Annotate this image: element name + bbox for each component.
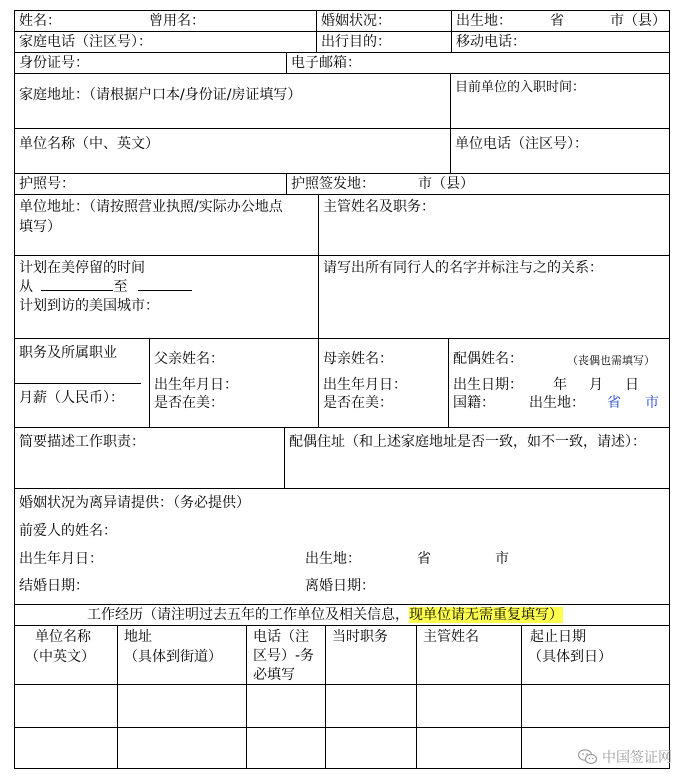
work-col-phone-sub: 区号）-务 <box>253 648 315 664</box>
birthplace-label: 出生地： <box>456 13 512 29</box>
to-label: 至 <box>113 279 128 295</box>
mother-in-us-label: 是否在美： <box>323 395 393 411</box>
salary-label: 月薪（人民币）： <box>19 390 124 406</box>
year-label: 年 <box>553 377 567 393</box>
work-row-1-col-4[interactable] <box>325 684 417 728</box>
day-label: 日 <box>625 377 639 393</box>
email-label: 电子邮箱： <box>291 55 361 71</box>
passport-number-cell[interactable] <box>14 173 287 195</box>
wechat-icon <box>578 749 598 765</box>
supervisor-cell[interactable] <box>318 194 670 256</box>
id-number-cell[interactable] <box>14 52 287 74</box>
spouse-birthplace-label: 出生地： <box>529 395 585 411</box>
home-address-cell[interactable] <box>14 73 451 129</box>
work-col-title <box>325 625 417 685</box>
former-name-label: 曾用名： <box>149 13 205 29</box>
name-cell[interactable] <box>14 10 317 32</box>
name-label: 姓名： <box>19 13 61 29</box>
nationality-label: 国籍： <box>453 395 495 411</box>
travel-purpose-cell[interactable] <box>316 31 452 53</box>
watermark-text: 中国签证网 <box>602 750 672 766</box>
work-col-phone-label: 电话（注 <box>253 629 309 645</box>
city-county-label: 市（县） <box>610 13 666 29</box>
company-address-label-cont: 填写） <box>19 219 61 235</box>
spouse-name-label: 配偶姓名： <box>453 351 523 367</box>
company-address-cell[interactable] <box>14 194 319 256</box>
supervisor-label: 主管姓名及职务： <box>323 199 435 215</box>
divorce-info-cell[interactable] <box>14 488 670 605</box>
work-col-phone-sub2: 必填写 <box>253 667 295 683</box>
position-label: 职务及所属职业 <box>19 345 117 361</box>
visa-info-form <box>14 10 670 769</box>
home-address-label: 家庭地址：（请根据户口本/身份证/房证填写） <box>19 87 302 103</box>
work-col-company-sub: （中英文） <box>25 649 95 665</box>
from-label: 从 <box>19 279 33 295</box>
father-birth-label: 出生年月日： <box>154 377 238 393</box>
duties-cell[interactable] <box>14 427 285 489</box>
work-col-supervisor <box>416 625 522 685</box>
duties-label: 简要描述工作职责： <box>19 434 145 450</box>
join-time-label: 目前单位的入职时间： <box>455 80 586 95</box>
work-col-address-sub: （具体到街道） <box>124 649 222 665</box>
work-row-1-col-5[interactable] <box>416 684 522 728</box>
work-row-1-col-3[interactable] <box>246 684 326 728</box>
passport-number-label: 护照号： <box>19 176 75 192</box>
ex-spouse-city-label: 市 <box>495 551 509 567</box>
province-label: 省 <box>550 13 564 29</box>
from-date-blank[interactable] <box>41 278 113 291</box>
work-col-address <box>117 625 247 685</box>
work-row-2-col-3[interactable] <box>246 727 326 769</box>
company-address-label: 单位地址：（请按照营业执照/实际办公地点 <box>19 199 283 215</box>
companions-cell[interactable] <box>318 255 670 339</box>
spouse-address-cell[interactable] <box>284 427 670 489</box>
father-in-us-label: 是否在美： <box>154 395 224 411</box>
spouse-city-label: 市 <box>645 395 659 411</box>
month-label: 月 <box>589 377 603 393</box>
mother-birth-label: 出生年月日： <box>323 377 407 393</box>
spouse-note: （丧偶也需填写） <box>567 354 655 367</box>
work-col-supervisor-label: 主管姓名 <box>423 629 479 645</box>
work-col-dates-label: 起止日期 <box>530 629 586 645</box>
work-row-2-col-1[interactable] <box>14 727 118 769</box>
stay-from-row <box>19 278 192 296</box>
join-time-cell[interactable] <box>450 73 670 129</box>
work-row-2-col-5[interactable] <box>416 727 522 769</box>
spouse-cell[interactable] <box>448 338 670 428</box>
company-name-label: 单位名称（中、英文） <box>19 136 159 152</box>
spouse-address-label: 配偶住址（和上述家庭地址是否一致，如不一致，请述）： <box>289 434 646 450</box>
passport-issue-label: 护照签发地： <box>291 176 375 192</box>
mother-cell[interactable] <box>318 338 449 428</box>
stay-time-label: 计划在美停留的时间 <box>19 260 145 276</box>
home-phone-label: 家庭电话（注区号）： <box>19 34 152 50</box>
work-row-1-col-6[interactable] <box>521 684 670 728</box>
divorce-date-label: 离婚日期： <box>305 578 375 594</box>
company-name-cell[interactable] <box>14 128 451 174</box>
marital-status-label: 婚姻状况： <box>321 13 391 29</box>
passport-issue-cell[interactable] <box>286 173 670 195</box>
father-cell[interactable] <box>149 338 319 428</box>
birthplace-cell[interactable] <box>451 10 670 32</box>
passport-city-county-label: 市（县） <box>418 176 474 192</box>
spouse-birth-label: 出生日期： <box>453 377 523 393</box>
email-cell[interactable] <box>286 52 670 74</box>
divorce-heading: 婚姻状况为离异请提供：（务必提供） <box>19 495 250 511</box>
father-name-label: 父亲姓名： <box>154 351 224 367</box>
work-history-heading-main: 工作经历（请注明过去五年的工作单位及相关信息， <box>87 607 409 623</box>
id-number-label: 身份证号： <box>19 55 89 71</box>
home-phone-cell[interactable] <box>14 31 317 53</box>
work-history-heading-highlight: 现单位请无需重复填写） <box>409 607 563 623</box>
cities-label: 计划到访的美国城市： <box>19 298 159 314</box>
to-date-blank[interactable] <box>138 278 192 291</box>
mother-name-label: 母亲姓名： <box>323 351 393 367</box>
work-col-company-label: 单位名称 <box>35 629 91 645</box>
work-history-heading-cell <box>14 604 670 626</box>
ex-spouse-birth-label: 出生年月日： <box>19 551 103 567</box>
position-divider <box>15 383 141 384</box>
married-date-label: 结婚日期： <box>19 578 89 594</box>
company-phone-label: 单位电话（注区号）： <box>455 136 588 152</box>
work-row-1-col-1[interactable] <box>14 684 118 728</box>
work-history-heading <box>87 606 563 624</box>
spouse-province-label: 省 <box>607 395 621 411</box>
ex-spouse-name-label: 前爱人的姓名： <box>19 523 117 539</box>
travel-purpose-label: 出行目的： <box>321 34 391 50</box>
work-row-2-col-4[interactable] <box>325 727 417 769</box>
company-phone-cell[interactable] <box>450 128 670 174</box>
position-cell[interactable] <box>14 338 150 428</box>
watermark <box>578 747 672 767</box>
work-col-company <box>14 625 118 685</box>
companions-label: 请写出所有同行人的名字并标注与之的关系： <box>323 260 603 276</box>
work-col-dates-sub: （具体到日） <box>528 649 612 665</box>
ex-spouse-province-label: 省 <box>417 551 431 567</box>
marital-status-cell[interactable] <box>316 10 452 32</box>
work-row-1-col-2[interactable] <box>117 684 247 728</box>
mobile-phone-label: 移动电话： <box>456 34 526 50</box>
work-col-title-label: 当时职务 <box>332 629 388 645</box>
work-row-2-col-2[interactable] <box>117 727 247 769</box>
work-col-dates <box>521 625 670 685</box>
mobile-phone-cell[interactable] <box>451 31 670 53</box>
ex-spouse-birthplace-label: 出生地： <box>305 551 361 567</box>
stay-plan-cell[interactable] <box>14 255 319 339</box>
work-col-phone <box>246 625 326 685</box>
work-col-address-label: 地址 <box>124 629 152 645</box>
